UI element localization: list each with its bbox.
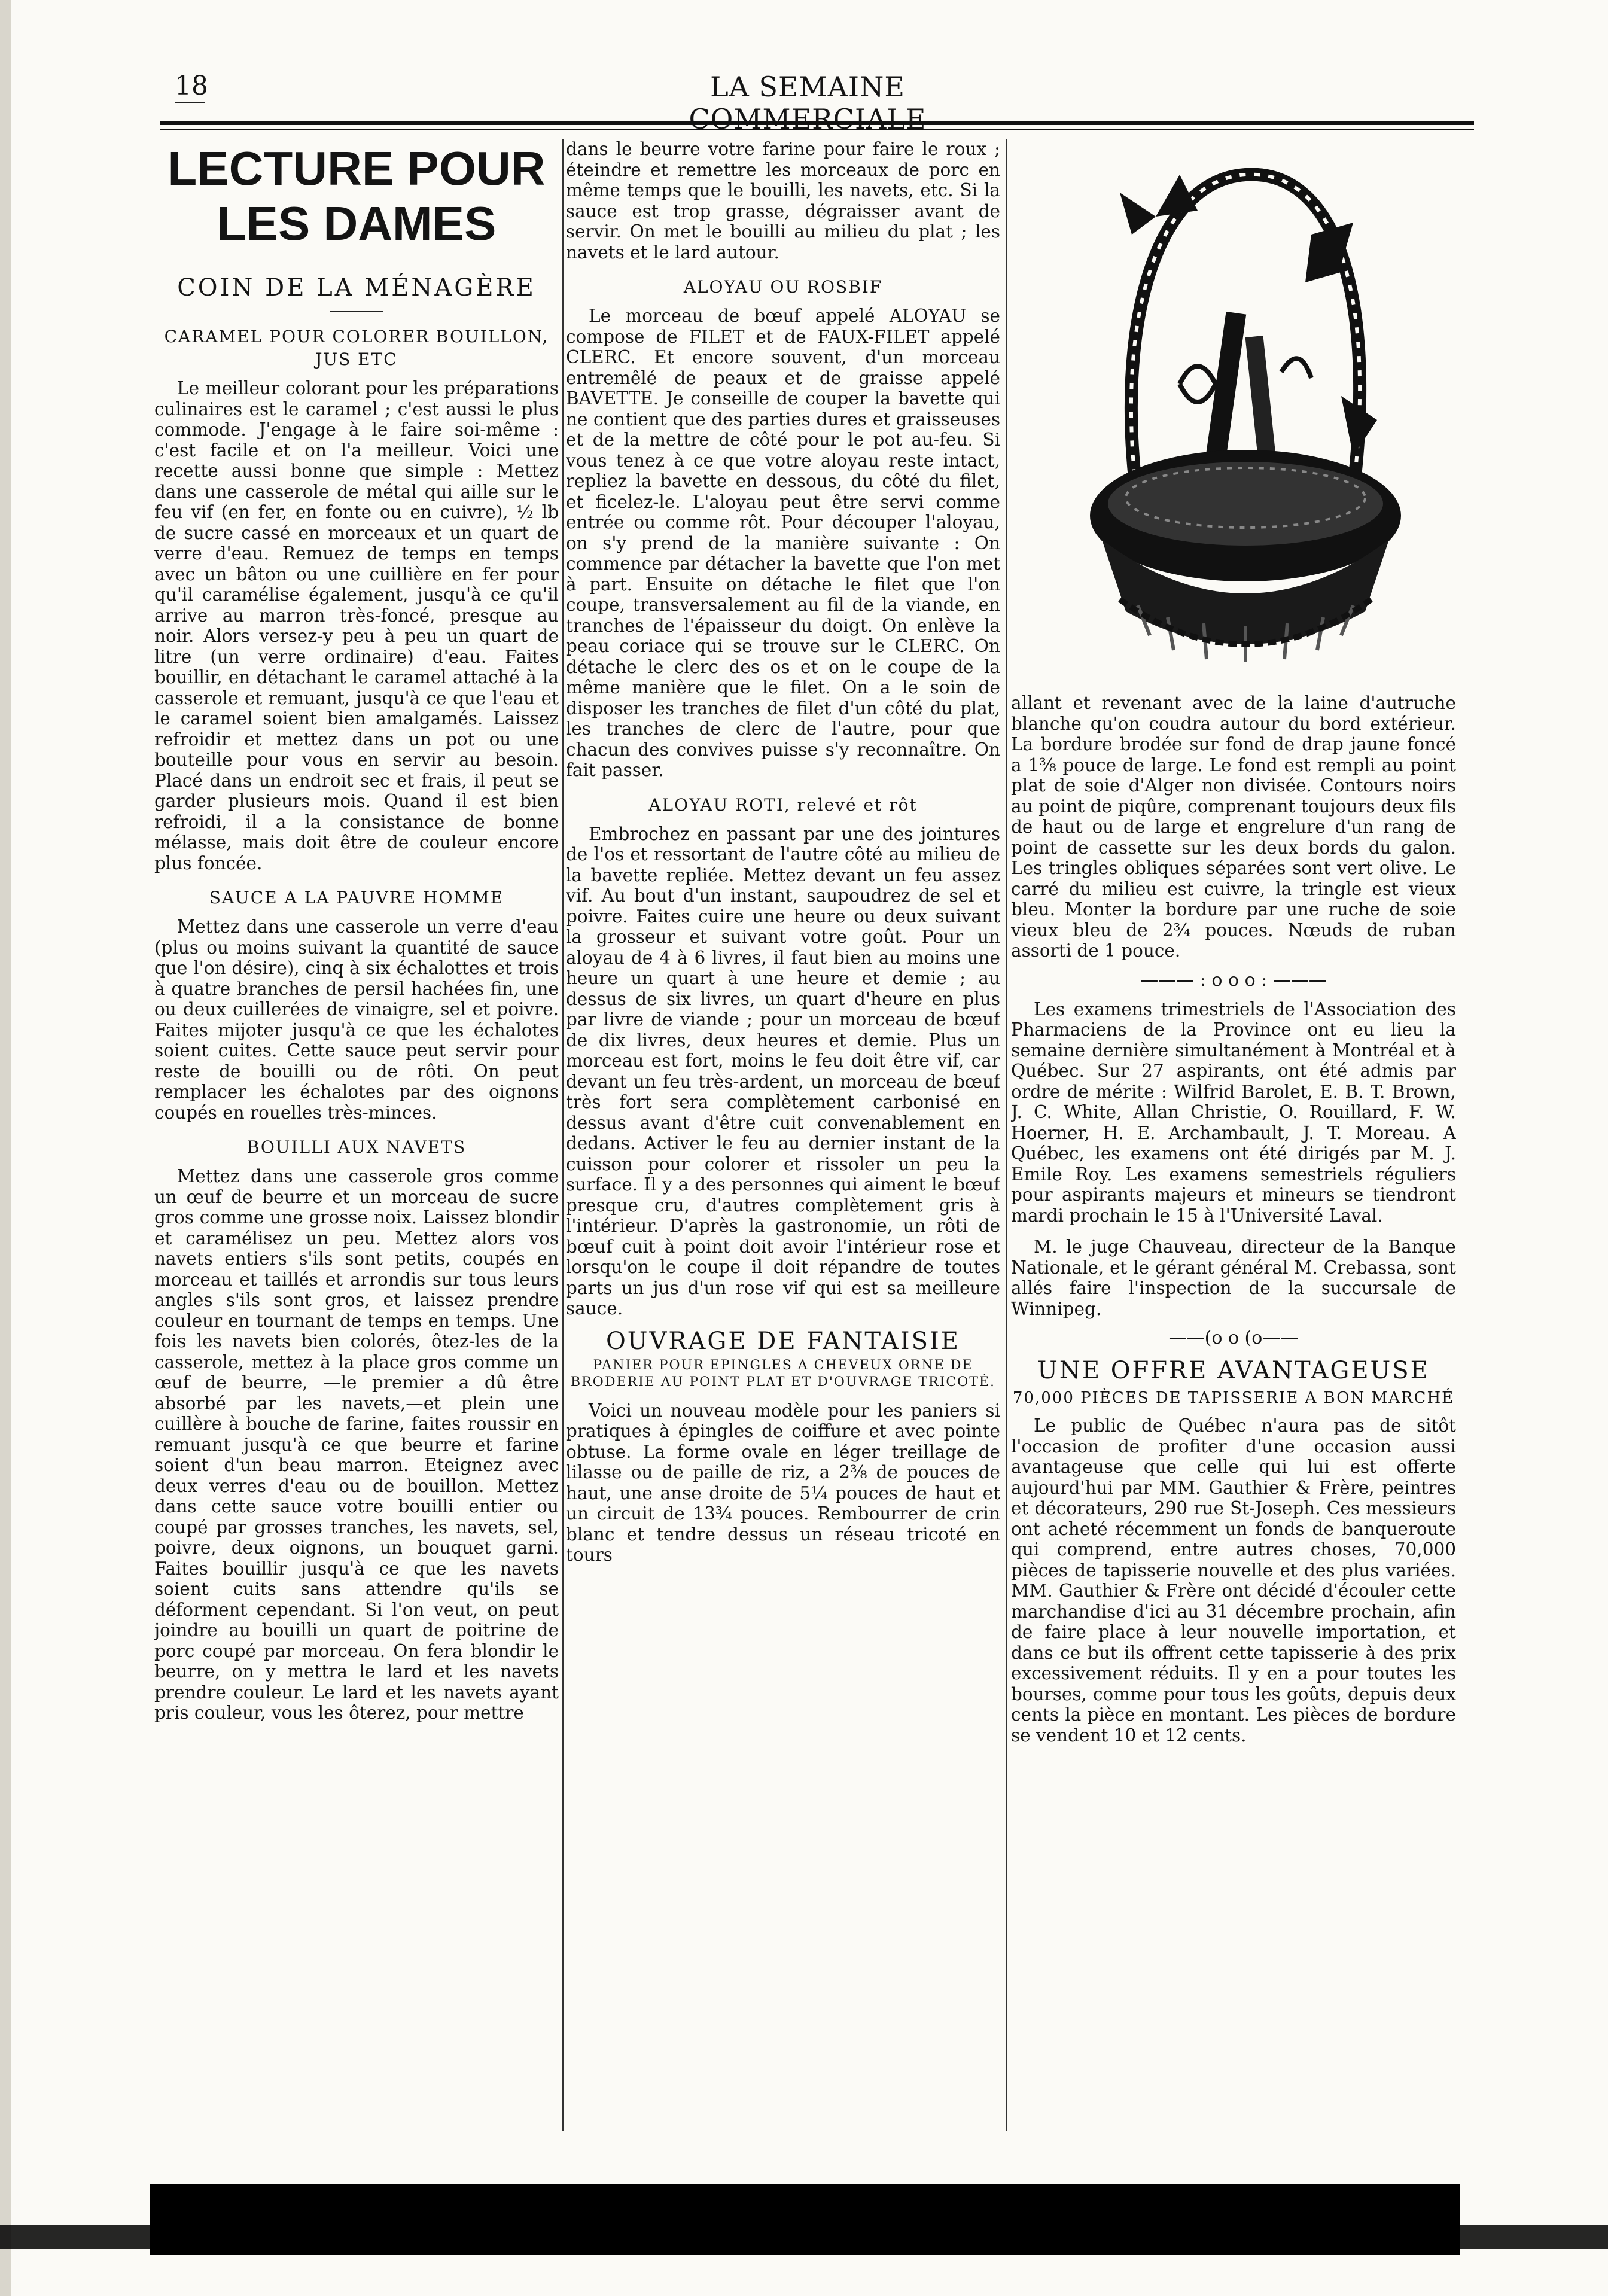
offre-text: Le public de Québec n'aura pas de sitôt l'occasion de profiter d'une occasion aussi avantageuse que celle qui lui est offerte aujourd'hui par MM. Gauthier & Frère, peintres et décorateurs, 290 rue St-Joseph. Ces messieurs ont acheté récemment un fonds de banqueroute qui comprend, entre autres choses, 70,000 pièces de tapisserie nouvelle et des plus variées. MM. Gauthier & Frère ont décidé d'écouler cette marchandise d'ici au 31 décembre prochain, afin de faire place à leur nouvelle importation, et dans ce but ils offrent cette tapisserie à des prix excessivement réduits. Il y en a pour toutes les bourses, comme pour tous les goûts, depuis deux cents la pièce en montant. Les pièces de bordure se vendent 10 et 12 cents. bbox=[1011, 1415, 1456, 1746]
column-1 bbox=[154, 139, 559, 2131]
column-2 bbox=[566, 139, 1000, 2131]
column-rule-1 bbox=[562, 139, 564, 2131]
section-heading: COIN DE LA MÉNAGÈRE bbox=[177, 274, 536, 302]
ouvrage-subheading: PANIER POUR EPINGLES A CHEVEUX ORNE DE BRODERIE AU POINT PLAT ET D'OUVRAGE TRICOTÉ. bbox=[571, 1357, 995, 1390]
scan-edge bbox=[0, 0, 11, 2296]
caramel-heading: CARAMEL POUR COLORER BOUILLON, JUS ETC bbox=[164, 327, 549, 369]
basket-illustration bbox=[1066, 145, 1401, 683]
column-3 bbox=[1011, 139, 1456, 2131]
chauveau-text: M. le juge Chauveau, directeur de la Banque Nationale, et le gérant général M. Crebassa, sont allés faire l'inspection de la succursale de Winnipeg. bbox=[1011, 1237, 1456, 1319]
roti-text: Embrochez en passant par une des jointures de l'os et ressortant de l'autre côté au milieu de la bavette repliée. Mettez devant un feu assez vif. Au bout d'un instant, saupoudrez de sel et poivre. Faites cuire une heure ou deux suivant la grosseur et suivant votre goût. Pour un aloyau de 4 à 6 livres, il faut bien au moins une heure un quart à une heure et demie ; au dessus de six livres, un quart d'heure en plus par livre de viande ; pour un morceau de bœuf de dix livres, deux heures et demie. Plus un morceau est fort, moins le feu doit être vif, car devant un feu très-ardent, un morceau de bœuf très fort sera complètement carbonisé en dessus avant d'être cuit convenablement en dedans. Activer le feu au dernier instant de la cuisson pour colorer et rissoler un peu la surface. Il y a des personnes qui aiment le bœuf presque cru, d'autres complètement gris à l'intérieur. D'après la gastronomie, un rôti de bœuf cuit à point doit avoir l'intérieur rose et lorsqu'on le coupe il doit répandre de toutes parts un jus d'un rose vif qui est sa meilleure sauce. bbox=[566, 823, 1000, 1318]
column-rule-2 bbox=[1006, 139, 1007, 2131]
page-number-underline bbox=[175, 102, 205, 103]
roti-heading: ALOYAU ROTI, relevé et rôt bbox=[648, 794, 918, 815]
publication-title: LA SEMAINE COMMERCIALE bbox=[689, 71, 927, 135]
ouvrage-continued: allant et revenant avec de la laine d'autruche blanche qu'on coudra autour du bord extérieur. La bordure brodée sur fond de drap jaune foncé a 1⅜ pouce de large. Le fond est rempli au point plat de soie d'Alger non divisée. Contours noirs au point de piqûre, comprenant toujours deux fils de haut ou de large et engrelure d'un rang de point de cassette sur les deux bords du galon. Les tringles obliques séparées sont vert olive. Le carré du milieu est cuivre, la tringle est vieux bleu. Monter la bordure par une ruche de soie vieux bleu de 2¾ pouces. Nœuds de ruban assorti de 1 pouce. bbox=[1011, 693, 1456, 961]
bouilli-continued: dans le beurre votre farine pour faire le roux ; éteindre et remettre les morceaux de porc en même temps que le bouilli, les navets, etc. Si la sauce est trop grasse, dégraisser avant de servir. On met le bouilli au milieu du plat ; les navets et le lard autour. bbox=[566, 139, 1000, 263]
caramel-recipe: Le meilleur colorant pour les préparations culinaires est le caramel ; c'est aussi le plus commode. J'engage à le faire soi-même : c'est facile et on l'a meilleur. Voici une recette aussi bonne que simple : Mettez dans une casserole de métal qui aille sur le feu vif (en fer, en fonte ou en cuivre), ½ lb de sucre cassé en morceaux et un quart de verre d'eau. Remuez de temps en temps avec un bâton ou une cuillière en fer pour qu'il caramélise également, jusqu'à ce qu'il arrive au marron très-foncé, presque au noir. Alors versez-y peu à peu un quart de litre (un verre ordinaire) d'eau. Faites bouillir, en détachant le caramel attaché à la casserole et remuant, jusqu'à ce que l'eau et le caramel soient bien amalgamés. Laissez refroidir et mettez dans un pot ou une bouteille pour vous en servir au besoin. Placé dans un endroit sec et frais, il peut se garder plusieurs mois. Quand il est bien refroidi, il a la consistance de bonne mélasse, mais doit être de couleur encore plus foncée. bbox=[154, 378, 559, 873]
scan-dark-band-2 bbox=[0, 2225, 1608, 2249]
examens-text: Les examens trimestriels de l'Association des Pharmaciens de la Province ont eu lieu la semaine dernière simultanément à Montréal et à Québec. Sur 27 aspirants, ont été admis par ordre de mérite : Wilfrid Barolet, E. B. T. Brown, J. C. White, Allan Christie, O. Rouillard, F. W. Hoerner, H. E. Archambault, J. T. Moreau. A Québec, les examens ont été dirigés par M. J. Emile Roy. Les examens semestriels réguliers pour aspirants majeurs et mineurs se tiendront mardi prochain le 15 à l'Université Laval. bbox=[1011, 998, 1456, 1226]
sauce-heading: SAUCE A LA PAUVRE HOMME bbox=[209, 888, 504, 908]
header-rule bbox=[160, 121, 1474, 125]
aloyau-text: Le morceau de bœuf appelé ALOYAU se compose de FILET et de FAUX-FILET appelé CLERC. Et encore souvent, d'un morceau entremêlé de peaux et de graisse appelé BAVETTE. Je conseille de couper la bavette qui ne contient que des parties dures et graisseuses et de la mettre de côté pour le pot au-feu. Si vous tenez à ce que votre aloyau reste intact, repliez la bavette en dessous, du côté du filet, et ficelez-le. L'aloyau peut être servi comme entrée ou comme rôt. Pour découper l'aloyau, on s'y prend de la manière suivante : On commence par détacher la bavette que l'on met à part. Ensuite on détache le filet que l'on coupe, transversalement au fil de la viande, en tranches de l'épaisseur du doigt. On enlève la peau coriace qui se trouve sur le CLERC. On détache le clerc des os et on le coupe de la même manière que le filet. On a le soin de disposer les tranches de filet d'un côté du plat, les tranches de clerc de l'autre, pour que chacun des convives puisse s'y reconnaître. On fait passer. bbox=[566, 306, 1000, 780]
article-title: LECTURE POUR LES DAMES bbox=[168, 142, 546, 250]
header-rule-thin bbox=[160, 129, 1474, 130]
sauce-recipe: Mettez dans une casserole un verre d'eau (plus ou moins suivant la quantité de sauce que l'on désire), cinq à six échalottes et trois à quatre branches de persil hachées fin, une ou deux cuillerées de vinaigre, sel et poivre. Faites mijoter jusqu'à ce que les échalotes soient cuites. Cette sauce peut servir pour reste de bouilli ou de rôti. On peut remplacer les échalotes par des oignons coupés en rouelles très-minces. bbox=[154, 916, 559, 1123]
bouilli-recipe: Mettez dans une casserole gros comme un œuf de beurre et un morceau de sucre gros comme une grosse noix. Laissez blondir et caramélisez un peu. Mettez alors vos navets entiers s'ils sont petits, coupés en morceau et taillés et arrondis sur tous leurs angles s'ils sont gros, et laissez prendre couleur en tournant de temps en temps. Une fois les navets bien colorés, ôtez-les de la casserole, mettez à la place gros comme un œuf de beurre, —le premier a dû être absorbé par les navets,—et plein une cuillère à bouche de farine, faites roussir en remuant jusqu'à ce que beurre et farine soient d'un beau marron. Eteignez avec deux verres d'eau ou de bouillon. Mettez dans cette sauce votre bouilli entier ou coupé par grosses tranches, les navets, sel, poivre, deux oignons, un bouquet garni. Faites bouillir jusqu'à ce que les navets soient cuits sans attendre qu'ils se déforment cependant. Si l'on veut, on peut joindre au bouilli un quart de poitrine de porc coupé par morceau. On fera blondir le beurre, on y mettra le lard et les navets prendre couleur. Le lard et les navets ayant pris couleur, vous les ôterez, pour mettre bbox=[154, 1166, 559, 1723]
aloyau-heading: ALOYAU OU ROSBIF bbox=[683, 277, 883, 297]
ouvrage-text: Voici un nouveau modèle pour les paniers si pratiques à épingles de coiffure et avec pointe obtuse. La forme ovale en léger treillage de lilasse ou de paille de riz, a 2⅜ de pouces de haut, une anse droite de 5¼ pouces de haut et un circuit de 13¾ pouces. Rembourrer de crin blanc et tendre dessus un réseau tricoté en tours bbox=[566, 1400, 1000, 1565]
short-rule bbox=[330, 311, 383, 312]
bouilli-heading: BOUILLI AUX NAVETS bbox=[246, 1137, 467, 1157]
separator-ornament: ——— : o o o : ——— bbox=[1140, 969, 1327, 991]
offre-heading: UNE OFFRE AVANTAGEUSE bbox=[1037, 1357, 1430, 1384]
separator-ornament-2: ——(o o (o—— bbox=[1168, 1327, 1299, 1348]
offre-subheading: 70,000 PIÈCES DE TAPISSERIE A BON MARCHÉ bbox=[1012, 1389, 1455, 1407]
ouvrage-heading: OUVRAGE DE FANTAISIE bbox=[606, 1327, 960, 1355]
page-number: 18 bbox=[175, 71, 208, 101]
